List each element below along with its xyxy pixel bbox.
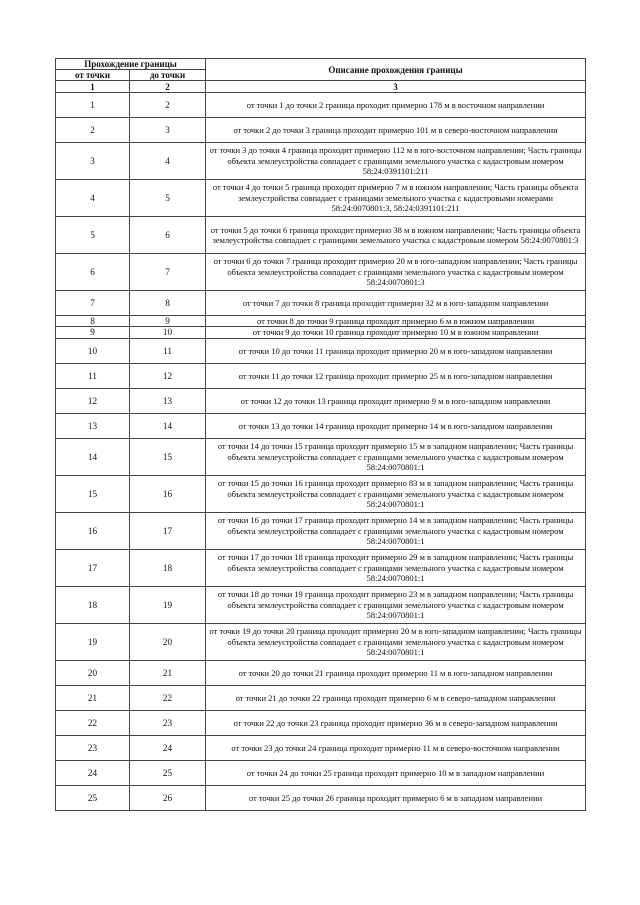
description-cell: от точки 5 до точки 6 граница проходит примерно 38 м в южном направлении; Часть границы объекта землеустройства совпадает с границами земельного участка с кадастровым номером 58:24:0070801:3 — [206, 217, 586, 254]
to-point-cell: 16 — [130, 475, 206, 512]
column-number-3: 3 — [206, 81, 586, 93]
table-row — [56, 118, 586, 143]
table-row — [56, 327, 586, 338]
from-point-cell: 18 — [56, 586, 130, 623]
to-point-cell: 5 — [130, 180, 206, 217]
to-point-cell: 13 — [130, 388, 206, 413]
table-row — [56, 180, 586, 217]
from-point-cell: 4 — [56, 180, 130, 217]
to-point-cell: 15 — [130, 438, 206, 475]
table-row — [56, 475, 586, 512]
from-point-cell: 17 — [56, 549, 130, 586]
table-row — [56, 623, 586, 660]
table-row — [56, 785, 586, 810]
from-point-cell: 12 — [56, 388, 130, 413]
description-cell: от точки 21 до точки 22 граница проходит примерно 6 м в северо-западном направлении — [206, 685, 586, 710]
column-number-row — [56, 81, 586, 93]
to-point-cell: 24 — [130, 735, 206, 760]
table-body — [56, 59, 586, 811]
to-point-cell: 2 — [130, 93, 206, 118]
description-cell: от точки 22 до точки 23 граница проходит примерно 36 м в северо-западном направлении — [206, 710, 586, 735]
table-row — [56, 735, 586, 760]
from-point-cell: 16 — [56, 512, 130, 549]
from-point-cell: 19 — [56, 623, 130, 660]
description-cell: от точки 20 до точки 21 граница проходит примерно 11 м в юго-западном направлении — [206, 660, 586, 685]
from-point-cell: 3 — [56, 143, 130, 180]
table-row — [56, 363, 586, 388]
table-row — [56, 512, 586, 549]
description-cell: от точки 7 до точки 8 граница проходит примерно 32 м в юго-западном направлении — [206, 291, 586, 316]
from-point-cell: 21 — [56, 685, 130, 710]
description-cell: от точки 15 до точки 16 граница проходит примерно 83 м в западном направлении; Часть границы объекта землеустройства совпадает с границами земельного участка с кадастровым номером 58:24:0070801:1 — [206, 475, 586, 512]
to-point-cell: 14 — [130, 413, 206, 438]
table-row — [56, 438, 586, 475]
from-point-cell: 20 — [56, 660, 130, 685]
description-cell: от точки 24 до точки 25 граница проходит примерно 10 м в западном направлении — [206, 760, 586, 785]
to-point-cell: 9 — [130, 316, 206, 327]
description-cell: от точки 23 до точки 24 граница проходит примерно 11 м в северо-восточном направлении — [206, 735, 586, 760]
table-row — [56, 338, 586, 363]
table-row — [56, 586, 586, 623]
from-point-cell: 1 — [56, 93, 130, 118]
to-point-cell: 6 — [130, 217, 206, 254]
to-point-cell: 11 — [130, 338, 206, 363]
description-header: Описание прохождения границы — [206, 59, 586, 81]
table-row — [56, 685, 586, 710]
from-point-cell: 5 — [56, 217, 130, 254]
description-cell: от точки 13 до точки 14 граница проходит примерно 14 м в юго-западном направлении — [206, 413, 586, 438]
to-point-cell: 10 — [130, 327, 206, 338]
to-point-header: до точки — [130, 70, 206, 81]
description-cell: от точки 11 до точки 12 граница проходит примерно 25 м в юго-западном направлении — [206, 363, 586, 388]
from-point-cell: 13 — [56, 413, 130, 438]
from-point-cell: 22 — [56, 710, 130, 735]
from-point-header: от точки — [56, 70, 130, 81]
from-point-cell: 25 — [56, 785, 130, 810]
to-point-cell: 26 — [130, 785, 206, 810]
description-cell: от точки 3 до точки 4 граница проходит примерно 112 м в юго-восточном направлении; Часть границы объекта землеустройства совпадает с границами земельного участка с кадастровым номером 58:24:0391101:211 — [206, 143, 586, 180]
from-point-cell: 23 — [56, 735, 130, 760]
table-row — [56, 93, 586, 118]
to-point-cell: 7 — [130, 254, 206, 291]
table-row — [56, 660, 586, 685]
to-point-cell: 12 — [130, 363, 206, 388]
column-number-2: 2 — [130, 81, 206, 93]
description-cell: от точки 17 до точки 18 граница проходит примерно 29 м в западном направлении; Часть границы объекта землеустройства совпадает с границами земельного участка с кадастровым номером 58:24:0070801:1 — [206, 549, 586, 586]
to-point-cell: 21 — [130, 660, 206, 685]
from-point-cell: 24 — [56, 760, 130, 785]
description-cell: от точки 8 до точки 9 граница проходит примерно 6 м в южном направлении — [206, 316, 586, 327]
to-point-cell: 23 — [130, 710, 206, 735]
to-point-cell: 22 — [130, 685, 206, 710]
from-point-cell: 6 — [56, 254, 130, 291]
table-row — [56, 217, 586, 254]
table-row — [56, 143, 586, 180]
to-point-cell: 3 — [130, 118, 206, 143]
description-cell: от точки 2 до точки 3 граница проходит примерно 101 м в северо-восточном направлении — [206, 118, 586, 143]
to-point-cell: 25 — [130, 760, 206, 785]
from-point-cell: 9 — [56, 327, 130, 338]
from-point-cell: 8 — [56, 316, 130, 327]
description-cell: от точки 18 до точки 19 граница проходит примерно 23 м в западном направлении; Часть границы объекта землеустройства совпадает с границами земельного участка с кадастровым номером 58:24:0070801:1 — [206, 586, 586, 623]
to-point-cell: 8 — [130, 291, 206, 316]
table-row — [56, 760, 586, 785]
description-cell: от точки 1 до точки 2 граница проходит примерно 178 м в восточном направлении — [206, 93, 586, 118]
from-point-cell: 10 — [56, 338, 130, 363]
description-cell: от точки 4 до точки 5 граница проходит примерно 7 м в южном направлении; Часть границы объекта землеустройства совпадает с границами земельного участка с кадастровыми номерами 58:24:0070801:3, 58:24:0391101:211 — [206, 180, 586, 217]
from-point-cell: 2 — [56, 118, 130, 143]
table-row — [56, 291, 586, 316]
from-point-cell: 15 — [56, 475, 130, 512]
table-row — [56, 316, 586, 327]
table-row — [56, 710, 586, 735]
to-point-cell: 20 — [130, 623, 206, 660]
description-cell: от точки 19 до точки 20 граница проходит примерно 20 м в юго-западном направлении; Часть границы объекта землеустройства совпадает с границами земельного участка с кадастровым номером 58:24:0070801:1 — [206, 623, 586, 660]
to-point-cell: 19 — [130, 586, 206, 623]
from-point-cell: 11 — [56, 363, 130, 388]
table-row — [56, 413, 586, 438]
table-row — [56, 388, 586, 413]
table-row — [56, 254, 586, 291]
table-row — [56, 549, 586, 586]
from-point-cell: 14 — [56, 438, 130, 475]
header-row-group — [56, 59, 586, 70]
description-cell: от точки 25 до точки 26 граница проходит примерно 6 м в западном направлении — [206, 785, 586, 810]
from-point-cell: 7 — [56, 291, 130, 316]
description-cell: от точки 9 до точки 10 граница проходит примерно 10 м в южном направлении — [206, 327, 586, 338]
boundary-table — [55, 58, 586, 811]
description-cell: от точки 10 до точки 11 граница проходит примерно 20 м в юго-западном направлении — [206, 338, 586, 363]
boundary-group-header: Прохождение границы — [56, 59, 206, 70]
to-point-cell: 18 — [130, 549, 206, 586]
description-cell: от точки 6 до точки 7 граница проходит примерно 20 м в юго-западном направлении; Часть границы объекта землеустройства совпадает с границами земельного участка с кадастровым номером 58:24:0070801:3 — [206, 254, 586, 291]
to-point-cell: 17 — [130, 512, 206, 549]
description-cell: от точки 14 до точки 15 граница проходит примерно 15 м в западном направлении; Часть границы объекта землеустройства совпадает с границами земельного участка с кадастровым номером 58:24:0070801:1 — [206, 438, 586, 475]
description-cell: от точки 16 до точки 17 граница проходит примерно 14 м в западном направлении; Часть границы объекта землеустройства совпадает с границами земельного участка с кадастровым номером 58:24:0070801:1 — [206, 512, 586, 549]
description-cell: от точки 12 до точки 13 граница проходит примерно 9 м в юго-западном направлении — [206, 388, 586, 413]
column-number-1: 1 — [56, 81, 130, 93]
to-point-cell: 4 — [130, 143, 206, 180]
